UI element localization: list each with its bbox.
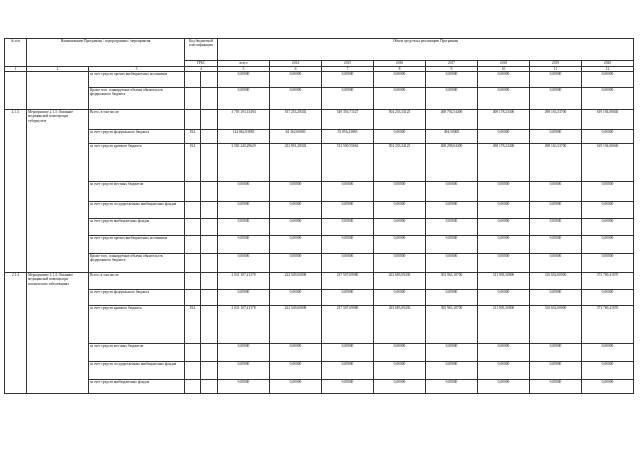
funding-source: Кроме того, планируемые объемы обязательств федерального бюджета xyxy=(89,254,185,273)
funding-source: Всего, в том числе: xyxy=(89,273,185,290)
value-year: 263 683,09430 xyxy=(374,306,426,344)
value-year: 0,00000 xyxy=(270,344,322,362)
value-year: 0,00000 xyxy=(322,88,374,110)
value-year: 0,00000 xyxy=(582,182,634,202)
value-year: 0,00000 xyxy=(478,182,530,202)
index-8: 8 xyxy=(374,67,426,72)
value-total: 0,00000 xyxy=(218,290,270,306)
value-year: 311 903,50000 xyxy=(478,273,530,290)
header-year-4: 2017 xyxy=(426,61,478,67)
table-row xyxy=(5,273,634,290)
funding-source: Кроме того, планируемые объемы обязательств федерального бюджета xyxy=(89,88,185,110)
value-year: 0,00000 xyxy=(530,130,582,144)
grbs-code xyxy=(185,344,201,362)
value-year: 0,00000 xyxy=(426,236,478,254)
value-year: 0,00000 xyxy=(530,290,582,306)
value-year: 0,00000 xyxy=(426,290,478,306)
value-year: 0,00000 xyxy=(374,254,426,273)
value-year: 0,00000 xyxy=(582,362,634,380)
value-year: 0,00000 xyxy=(322,182,374,202)
value-year: 0,00000 xyxy=(530,344,582,362)
value-year: 311 903,50000 xyxy=(478,306,530,344)
value-year: 0,00000 xyxy=(530,219,582,236)
table-row xyxy=(5,88,634,110)
header-year-0: всего xyxy=(218,61,270,67)
value-year: 0,00000 xyxy=(374,202,426,219)
value-year: 0,00000 xyxy=(270,236,322,254)
grbs-code xyxy=(185,254,201,273)
value-year: 0,00000 xyxy=(426,182,478,202)
value-year: 0,00000 xyxy=(530,362,582,380)
value-year: 237 507,69080 xyxy=(322,306,374,344)
header-year-5: 2018 xyxy=(478,61,530,67)
funding-source: за счет средств прочих внебюджетных источников xyxy=(89,236,185,254)
header-col-name: Наименование Программы / подпрограммы / мероприятия xyxy=(27,39,185,67)
value-year: 0,00000 xyxy=(322,72,374,88)
value-year: 35 856,23865 xyxy=(322,130,374,144)
value-year: 504 233,34125 xyxy=(374,144,426,182)
grbs-code-empty xyxy=(201,219,218,236)
value-year: 408 298,04400 xyxy=(426,144,478,182)
value-year: 0,00000 xyxy=(374,130,426,144)
index-11: 11 xyxy=(530,67,582,72)
index-10: 10 xyxy=(478,67,530,72)
value-year: 0,00000 xyxy=(582,88,634,110)
value-year: 0,00000 xyxy=(270,72,322,88)
table-row xyxy=(5,219,634,236)
value-year: 0,00000 xyxy=(478,380,530,394)
grbs-code-empty xyxy=(201,290,218,306)
value-year: 619 194,00040 xyxy=(582,110,634,130)
index-5: 5 xyxy=(218,67,270,72)
value-year: 619 194,00040 xyxy=(582,144,634,182)
value-total: 2 031 107,41378 xyxy=(218,273,270,290)
budget-table xyxy=(4,38,634,394)
index-4: 4 xyxy=(185,67,218,72)
header-year-6: 2019 xyxy=(530,61,582,67)
funding-source: за счет средств государственных внебюджетных фондов xyxy=(89,202,185,219)
value-year: 452 891,28302 xyxy=(270,144,322,182)
value-year: 0,00000 xyxy=(582,344,634,362)
header-year-1: 2014 xyxy=(270,61,322,67)
value-year: 373 769,41870 xyxy=(582,273,634,290)
table-row xyxy=(5,344,634,362)
index-9: 9 xyxy=(426,67,478,72)
funding-source: за счет средств внебюджетных фондов xyxy=(89,380,185,394)
grbs-code xyxy=(185,236,201,254)
header-col-no: № п/п xyxy=(5,39,27,67)
value-year: 0,00000 xyxy=(478,72,530,88)
grbs-code-empty xyxy=(201,130,218,144)
value-year: 0,00000 xyxy=(374,88,426,110)
activity-name: Мероприятие 2.1.3. Оказание медицинской помощи при туберкулезе xyxy=(27,110,89,273)
value-year: 305 963,10700 xyxy=(426,306,478,344)
value-year: 0,00000 xyxy=(478,219,530,236)
table-row xyxy=(5,362,634,380)
value-total: 3 582 240,29629 xyxy=(218,144,270,182)
grbs-code-empty xyxy=(201,72,218,88)
value-year: 0,00000 xyxy=(426,380,478,394)
row-number: 2.1.4 xyxy=(5,273,27,394)
value-total: 0,00000 xyxy=(218,362,270,380)
value-year: 0,00000 xyxy=(270,219,322,236)
value-total: 0,00000 xyxy=(218,72,270,88)
value-year: 537 253,28302 xyxy=(270,110,322,130)
grbs-code xyxy=(185,290,201,306)
value-year: 0,00000 xyxy=(322,254,374,273)
value-year: 0,00000 xyxy=(582,72,634,88)
header-year-7: 2020 xyxy=(582,61,634,67)
value-year: 0,00000 xyxy=(530,202,582,219)
funding-source: за счет средств местных бюджетов xyxy=(89,344,185,362)
grbs-code-empty xyxy=(201,182,218,202)
row-number xyxy=(5,72,27,110)
header-col-funds: Объем средств на реализацию Программы xyxy=(218,39,634,61)
value-year: 0,00000 xyxy=(530,254,582,273)
value-year: 237 507,69080 xyxy=(322,273,374,290)
value-year: 0,00000 xyxy=(374,219,426,236)
value-year: 0,00000 xyxy=(426,88,478,110)
value-year: 0,00000 xyxy=(426,72,478,88)
header-year-2: 2015 xyxy=(322,61,374,67)
table-row xyxy=(5,254,634,273)
grbs-code-empty xyxy=(201,202,218,219)
value-year: 0,00000 xyxy=(478,88,530,110)
header-col-code: Код бюджетной классификации xyxy=(185,39,218,61)
grbs-code-empty xyxy=(201,273,218,290)
funding-source: за счет средств краевого бюджета xyxy=(89,144,185,182)
grbs-code: 814 xyxy=(185,306,201,344)
value-year: 0,00000 xyxy=(374,362,426,380)
value-year: 498 163,33700 xyxy=(530,110,582,130)
value-year: 0,00000 xyxy=(478,290,530,306)
value-year: 0,00000 xyxy=(530,72,582,88)
value-year: 0,00000 xyxy=(478,254,530,273)
value-year: 498 178,23400 xyxy=(478,144,530,182)
index-3: 3 xyxy=(89,67,185,72)
value-total: 0,00000 xyxy=(218,236,270,254)
value-year: 0,00000 xyxy=(426,254,478,273)
grbs-code-empty xyxy=(201,380,218,394)
value-year: 0,00000 xyxy=(582,202,634,219)
value-total: 122 862,83865 xyxy=(218,130,270,144)
funding-source: за счет средств государственных внебюджетных фондов xyxy=(89,362,185,380)
table-row xyxy=(5,130,634,144)
value-total: 0,00000 xyxy=(218,254,270,273)
value-year: 0,00000 xyxy=(374,72,426,88)
value-year: 0,00000 xyxy=(322,202,374,219)
table-row xyxy=(5,110,634,130)
value-year: 316 652,00000 xyxy=(530,273,582,290)
value-year: 0,00000 xyxy=(270,380,322,394)
value-year: 263 683,09430 xyxy=(374,273,426,290)
value-year: 0,00000 xyxy=(270,88,322,110)
value-year: 513 500,55662 xyxy=(322,144,374,182)
funding-source: за счет средств внебюджетных фондов xyxy=(89,219,185,236)
value-year: 305 963,10700 xyxy=(426,273,478,290)
table-row xyxy=(5,182,634,202)
table-row xyxy=(5,236,634,254)
value-year: 0,00000 xyxy=(530,182,582,202)
value-year: 0,00000 xyxy=(426,202,478,219)
value-year: 0,00000 xyxy=(270,202,322,219)
funding-source: за счет средств местных бюджетов xyxy=(89,182,185,202)
grbs-code xyxy=(185,362,201,380)
grbs-code xyxy=(185,88,201,110)
grbs-code-empty xyxy=(201,254,218,273)
value-year: 0,00000 xyxy=(582,290,634,306)
index-7: 7 xyxy=(322,67,374,72)
value-year: 549 356,71527 xyxy=(322,110,374,130)
grbs-code: 814 xyxy=(185,144,201,182)
value-year: 0,00000 xyxy=(478,362,530,380)
grbs-code xyxy=(185,380,201,394)
table-row xyxy=(5,306,634,344)
value-year: 316 652,00000 xyxy=(530,306,582,344)
value-year: 408 178,23400 xyxy=(478,110,530,130)
value-year: 0,00000 xyxy=(478,236,530,254)
table-row xyxy=(5,380,634,394)
table-row xyxy=(5,202,634,219)
value-year: 0,00000 xyxy=(478,202,530,219)
table-row xyxy=(5,144,634,182)
grbs-code-empty xyxy=(201,306,218,344)
value-year: 0,00000 xyxy=(270,254,322,273)
value-year: 0,00000 xyxy=(374,344,426,362)
grbs-code-empty xyxy=(201,110,218,130)
grbs-code-empty xyxy=(201,144,218,182)
value-year: 0,00000 xyxy=(478,344,530,362)
value-year: 222 549,60008 xyxy=(270,273,322,290)
value-total: 3 705 103,13494 xyxy=(218,110,270,130)
table-row xyxy=(5,72,634,88)
index-2: 2 xyxy=(27,67,89,72)
grbs-code: 814 xyxy=(185,130,201,144)
value-year: 0,00000 xyxy=(322,362,374,380)
value-year: 0,00000 xyxy=(530,88,582,110)
value-total: 0,00000 xyxy=(218,88,270,110)
funding-source: за счет средств прочих внебюджетных источников xyxy=(89,72,185,88)
value-year: 0,00000 xyxy=(530,236,582,254)
value-year: 0,00000 xyxy=(582,130,634,144)
value-total: 0,00000 xyxy=(218,380,270,394)
grbs-code-empty xyxy=(201,88,218,110)
value-year: 0,00000 xyxy=(478,130,530,144)
value-year: 0,00000 xyxy=(322,290,374,306)
value-year: 0,00000 xyxy=(374,380,426,394)
table-row xyxy=(5,290,634,306)
value-year: 0,00000 xyxy=(374,290,426,306)
value-year: 0,00000 xyxy=(582,254,634,273)
value-year: 0,00000 xyxy=(426,219,478,236)
activity-name: Мероприятие 2.1.4. Оказание медицинской помощи при психических заболеваниях xyxy=(27,273,89,394)
row-number: 2.1.3. xyxy=(5,110,27,273)
grbs-code xyxy=(185,273,201,290)
index-1: 1 xyxy=(5,67,27,72)
value-year: 504 233,34125 xyxy=(374,110,426,130)
value-year: 0,00000 xyxy=(530,380,582,394)
value-year: 0,00000 xyxy=(582,219,634,236)
value-year: 0,00000 xyxy=(270,362,322,380)
value-year: 373 769,41870 xyxy=(582,306,634,344)
value-year: 0,00000 xyxy=(322,380,374,394)
value-year: 408 792,54400 xyxy=(426,110,478,130)
activity-name xyxy=(27,72,89,110)
funding-source: за счет средств федерального бюджета xyxy=(89,290,185,306)
value-year: 0,00000 xyxy=(582,236,634,254)
value-total: 0,00000 xyxy=(218,202,270,219)
value-total: 0,00000 xyxy=(218,182,270,202)
index-6: 6 xyxy=(270,67,322,72)
value-year: 0,00000 xyxy=(270,290,322,306)
grbs-code xyxy=(185,72,201,88)
grbs-code-empty xyxy=(201,362,218,380)
value-year: 498 163,33700 xyxy=(530,144,582,182)
value-year: 0,00000 xyxy=(374,182,426,202)
value-total: 2 031 107,41378 xyxy=(218,306,270,344)
funding-source: за счет средств федерального бюджета xyxy=(89,130,185,144)
grbs-code xyxy=(185,202,201,219)
grbs-code xyxy=(185,110,201,130)
value-year: 0,00000 xyxy=(582,380,634,394)
funding-source: за счет средств краевого бюджета xyxy=(89,306,185,344)
value-year: 222 549,60008 xyxy=(270,306,322,344)
funding-source: Всего, в том числе: xyxy=(89,110,185,130)
value-total: 0,00000 xyxy=(218,344,270,362)
index-12: 12 xyxy=(582,67,634,72)
value-year: 0,00000 xyxy=(426,362,478,380)
value-year: 0,00000 xyxy=(426,344,478,362)
header-grbs: ГРБС xyxy=(185,61,218,67)
value-year: 0,00000 xyxy=(322,236,374,254)
grbs-code-empty xyxy=(201,344,218,362)
value-year: 0,00000 xyxy=(322,344,374,362)
value-year: 494,50000 xyxy=(426,130,478,144)
grbs-code xyxy=(185,182,201,202)
grbs-code-empty xyxy=(201,236,218,254)
value-year: 0,00000 xyxy=(374,236,426,254)
value-year: 0,00000 xyxy=(322,219,374,236)
grbs-code xyxy=(185,219,201,236)
header-year-3: 2016 xyxy=(374,61,426,67)
value-total: 0,00000 xyxy=(218,219,270,236)
value-year: 84 362,00000 xyxy=(270,130,322,144)
value-year: 0,00000 xyxy=(270,182,322,202)
